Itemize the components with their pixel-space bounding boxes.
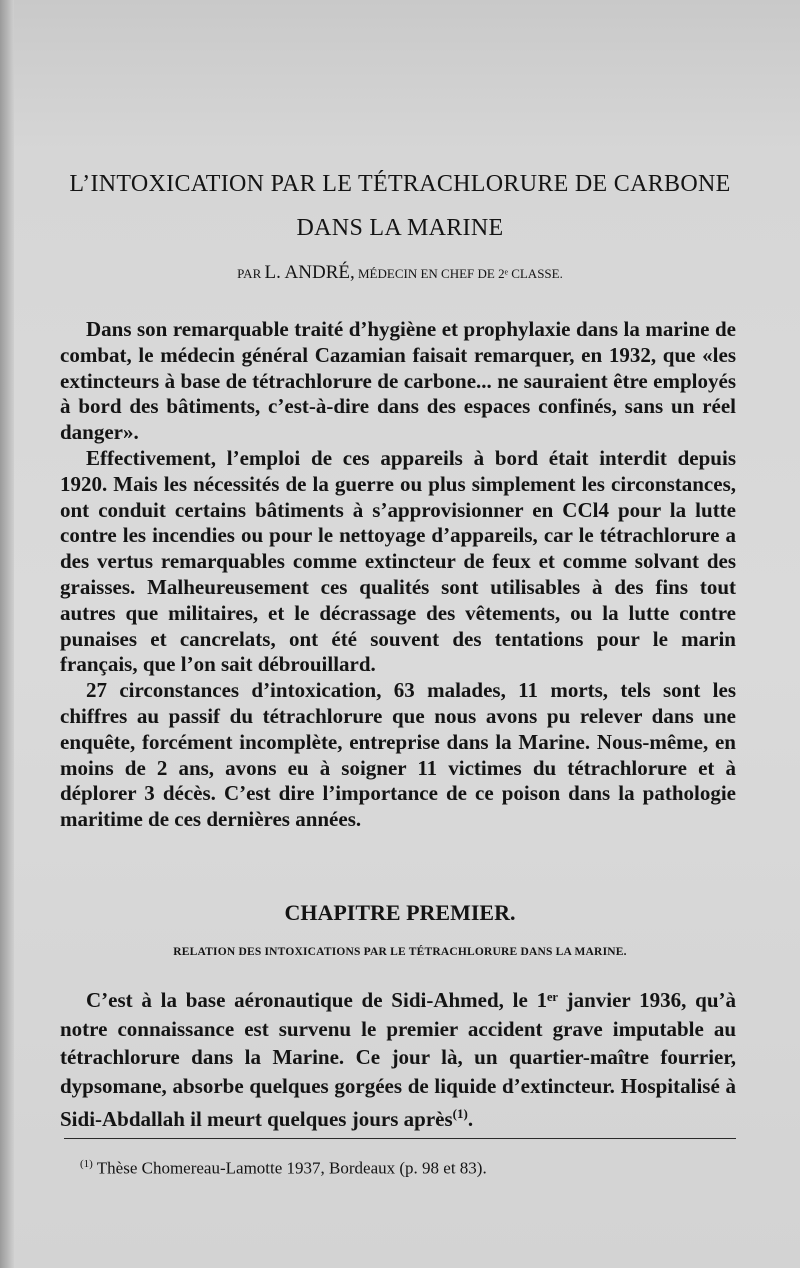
byline-par: PAR xyxy=(237,266,262,281)
footnote xyxy=(80,1158,720,1179)
footnote-divider xyxy=(64,1138,736,1139)
paragraph-1: Dans son remarquable traité d’hygiène et prophylaxie dans la marine de combat, le médecin général Cazamian faisait remarquer, en 1932, que «les extincteurs à base de tétrachlorure de carbone... ne sauraient être employés à bord des bâtiments, c’est-à-dire dans des espaces confinés, sans un réel danger». xyxy=(60,317,736,445)
title-line-1: L’INTOXICATION PAR LE TÉTRACHLORURE DE CARBONE xyxy=(69,171,731,197)
footnote-marker: (1) xyxy=(80,1158,93,1170)
footnote-text: Thèse Chomereau-Lamotte 1937, Bordeaux (p. 98 et 83). xyxy=(96,1158,487,1178)
footnote-reference[interactable]: (1) xyxy=(452,1106,468,1121)
byline-author: L. ANDRÉ, xyxy=(264,262,355,283)
chapter-paragraph: C’est à la base aéronautique de Sidi-Ahmed, le 1ᵉʳ janvier 1936, qu’à notre connaissance est survenu le premier accident grave imputable au tétrachlorure dans la Marine. Ce jour là, un quartier-maître fourrier, dypsomane, absorbe quelques gorgées de liquide d’extincteur. Hospitalisé à Sidi-Abdallah il meurt quelques jours après$^{(1)}$. xyxy=(60,988,736,1131)
chapter-title: CHAPITRE PREMIER. xyxy=(284,900,516,925)
title-line-2: DANS LA MARINE xyxy=(296,215,504,241)
chapter-subtitle: RELATION DES INTOXICATIONS PAR LE TÉTRACHLORURE DANS LA MARINE. xyxy=(173,946,627,958)
chapter-section xyxy=(60,986,736,1134)
chapter-paragraph-text: C’est à la base aéronautique de Sidi-Ahmed, le 1ᵉʳ janvier 1936, qu’à notre connaissance est survenu le premier accident grave imputable au tétrachlorure dans la Marine. Ce jour là, un quartier-maître fourrier, dypsomane, absorbe quelques gorgées de liquide d’extincteur. Hospitalisé à Sidi-Abdallah il meurt quelques jours après xyxy=(60,988,736,1131)
paragraph-2: Effectivement, l’emploi de ces appareils à bord était interdit depuis 1920. Mais les nécessités de la guerre ou plus simplement les circonstances, ont conduit certains bâtiments à s’approvisionner en CCl4 pour la lutte contre les incendies ou pour le nettoyage d’appareils, car le tétrachlorure a des vertus remarquables comme extincteur de feux et comme solvant des graisses. Malheureusement ces qualités sont utilisables à des fins tout autres que militaires, et le décrassage des vêtements, ou la lutte contre punaises et cancrelats, ont été souvent des tentations pour le marin français, que l’on sait débrouillard. xyxy=(60,445,736,677)
intro-section xyxy=(60,317,736,833)
page-edge-shadow xyxy=(0,0,14,1268)
byline-rank: MÉDECIN EN CHEF DE 2ᵉ CLASSE. xyxy=(358,266,563,281)
author-byline xyxy=(60,262,740,284)
article-title xyxy=(60,172,740,240)
paragraph-3: 27 circonstances d’intoxication, 63 malades, 11 morts, tels sont les chiffres au passif du tétrachlorure que nous avons pu relever dans une enquête, forcément incomplète, entreprise dans la Marine. Nous-même, en moins de 2 ans, avons eu à soigner 11 victimes du tétrachlorure et à déplorer 3 décès. C’est dire l’importance de ce poison dans la pathologie maritime de ces dernières années. xyxy=(60,678,736,832)
